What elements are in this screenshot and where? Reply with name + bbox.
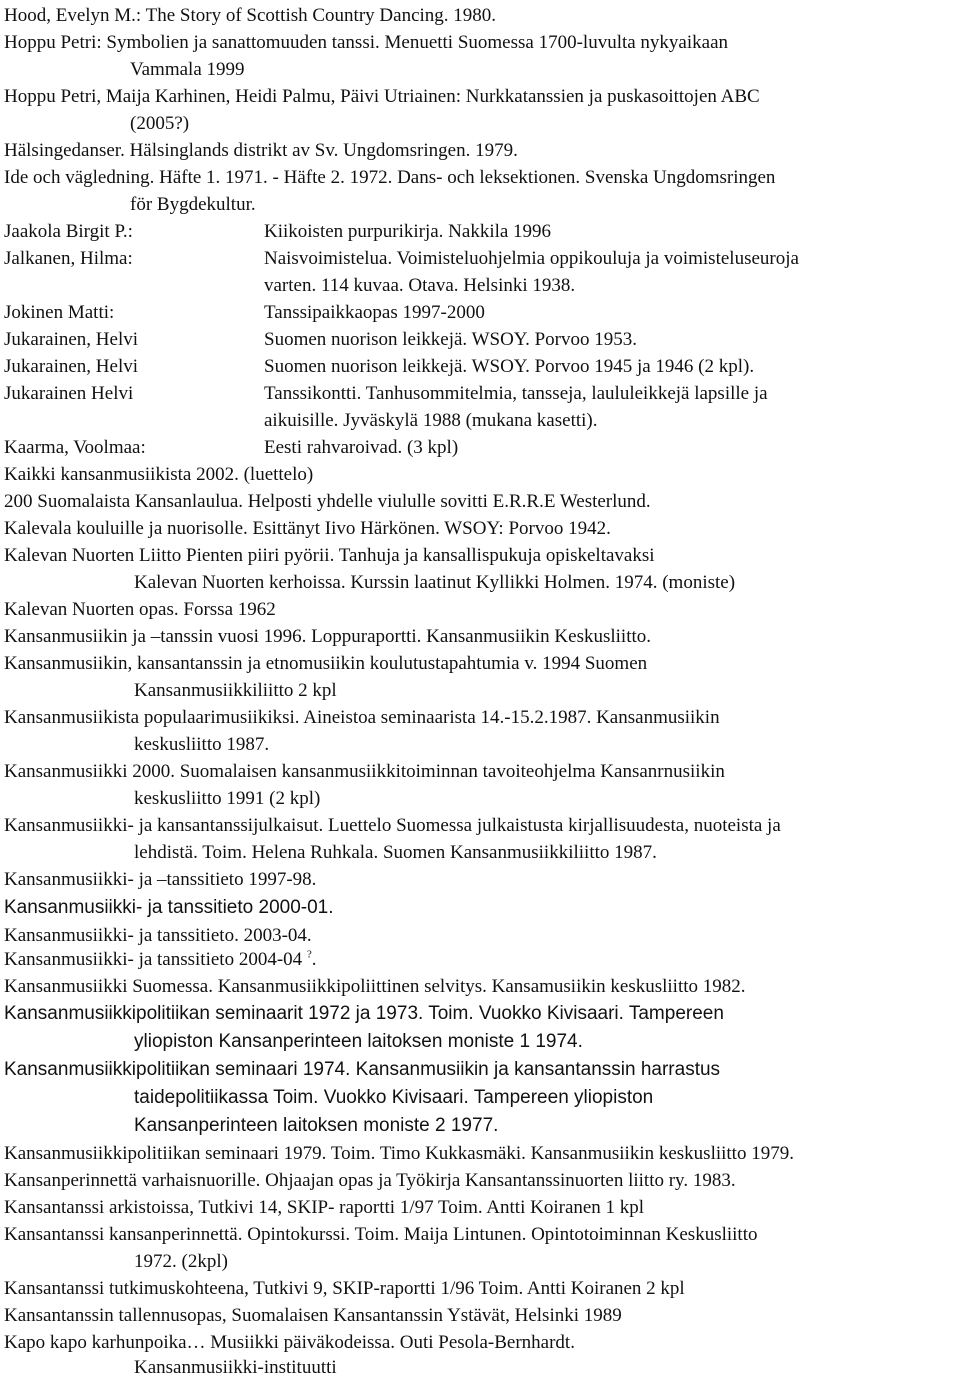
bib-title: Tanssikontti. Tanhusommitelmia, tansseja, laululeikkejä lapsille ja — [264, 383, 768, 404]
bib-author: Jukarainen, Helvi — [4, 356, 139, 377]
bib-title: Kiikoisten purpurikirja. Nakkila 1996 — [264, 221, 552, 242]
bib-entry — [4, 946, 317, 973]
bib-entry-continuation: Kansanperinteen laitoksen moniste 2 1977. — [134, 1115, 499, 1136]
bib-entry: Kansanmusiikkipolitiikan seminaarit 1972 ja 1973. Toim. Vuokko Kivisaari. Tampereen — [4, 1003, 724, 1024]
bib-entry: Kansanmusiikkipolitiikan seminaari 1979. Toim. Timo Kukkasmäki. Kansanmusiikin keskusliitto 1979. — [4, 1143, 794, 1164]
bib-entry-continuation: lehdistä. Toim. Helena Ruhkala. Suomen Kansanmusiikkiliitto 1987. — [134, 842, 657, 863]
bib-entry: Kansantanssi kansanperinnettä. Opintokurssi. Toim. Maija Lintunen. Opintotoiminnan Keskusliitto — [4, 1224, 758, 1245]
bib-entry: Kansanmusiikin, kansantanssin ja etnomusiikin koulutustapahtumia v. 1994 Suomen — [4, 653, 648, 674]
bib-author: Kaarma, Voolmaa: — [4, 437, 146, 458]
bib-entry-continuation: (2005?) — [130, 113, 190, 134]
bib-entry: Kalevala kouluille ja nuorisolle. Esittänyt Iivo Härkönen. WSOY: Porvoo 1942. — [4, 518, 611, 539]
bib-entry: Hälsingedanser. Hälsinglands distrikt av Sv. Ungdomsringen. 1979. — [4, 140, 518, 161]
bib-entry-continuation: keskusliitto 1987. — [134, 734, 270, 755]
bib-entry: Kansanmusiikki- ja tanssitieto 2000-01. — [4, 897, 334, 918]
bib-entry: Kansanmusiikki- ja kansantanssijulkaisut. Luettelo Suomessa julkaistusta kirjallisuudesta, nuoteista ja — [4, 815, 781, 836]
bib-entry: Kansanmusiikista populaarimusiikiksi. Aineistoa seminaarista 14.-15.2.1987. Kansanmusiikin — [4, 707, 720, 728]
bib-entry: Kansanmusiikkipolitiikan seminaari 1974. Kansanmusiikin ja kansantanssin harrastus — [4, 1059, 721, 1080]
bib-author: Jalkanen, Hilma: — [4, 248, 133, 269]
bib-author: Jokinen Matti: — [4, 302, 115, 323]
bib-entry-continuation: 1972. (2kpl) — [134, 1251, 228, 1272]
bib-entry: Kansantanssin tallennusopas, Suomalaisen Kansantanssin Ystävät, Helsinki 1989 — [4, 1305, 622, 1326]
bib-title: Naisvoimistelua. Voimisteluohjelmia oppikouluja ja voimisteluseuroja — [264, 248, 799, 269]
bib-entry: Kansantanssi arkistoissa, Tutkivi 14, SKIP- raportti 1/97 Toim. Antti Koiranen 1 kpl — [4, 1197, 645, 1218]
bib-entry: Kalevan Nuorten Liitto Pienten piiri pyörii. Tanhuja ja kansallispukuja opiskeltavaksi — [4, 545, 655, 566]
bib-entry: Kalevan Nuorten opas. Forssa 1962 — [4, 599, 276, 620]
bib-entry: Kansanmusiikki Suomessa. Kansanmusiikkipoliittinen selvitys. Kansamusiikin keskusliitto 1982. — [4, 976, 746, 997]
bib-entry: Hoppu Petri: Symbolien ja sanattomuuden tanssi. Menuetti Suomessa 1700-luvulta nykyaikaan — [4, 32, 729, 53]
bib-entry: Hoppu Petri, Maija Karhinen, Heidi Palmu, Päivi Utriainen: Nurkkatanssien ja puskasoittojen ABC — [4, 86, 760, 107]
bib-entry-continuation: varten. 114 kuvaa. Otava. Helsinki 1938. — [264, 275, 576, 296]
bib-entry-continuation: aikuisille. Jyväskylä 1988 (mukana kasetti). — [264, 410, 598, 431]
bib-entry-continuation: keskusliitto 1991 (2 kpl) — [134, 788, 321, 809]
bib-entry-continuation: Vammala 1999 — [130, 59, 245, 80]
bib-title: Tanssipaikkaopas 1997-2000 — [264, 302, 485, 323]
bib-entry: 200 Suomalaista Kansanlaulua. Helposti yhdelle viululle sovitti E.R.R.E Westerlund. — [4, 491, 651, 512]
bib-entry: Kansanmusiikki- ja tanssitieto. 2003-04. — [4, 925, 312, 946]
bib-title: Suomen nuorison leikkejä. WSOY. Porvoo 1945 ja 1946 (2 kpl). — [264, 356, 755, 377]
bib-entry: Kansanmusiikin ja –tanssin vuosi 1996. Loppuraportti. Kansanmusiikin Keskusliitto. — [4, 626, 652, 647]
bib-title: Suomen nuorison leikkejä. WSOY. Porvoo 1953. — [264, 329, 637, 350]
bib-entry: Kansanperinnettä varhaisnuorille. Ohjaajan opas ja Työkirja Kansantanssinuorten liitto ry. 1983. — [4, 1170, 736, 1191]
bib-entry-continuation: Kansanmusiikkiliitto 2 kpl — [134, 680, 337, 701]
bib-entry-continuation: Kalevan Nuorten kerhoissa. Kurssin laatinut Kyllikki Holmen. 1974. (moniste) — [134, 572, 736, 593]
bib-entry-period: . — [311, 949, 317, 970]
bib-entry-text: Kansanmusiikki- ja tanssitieto 2004-04 — [4, 949, 307, 970]
bib-entry-continuation: taidepolitiikassa Toim. Vuokko Kivisaari. Tampereen yliopiston — [134, 1087, 654, 1108]
bib-entry: Kansanmusiikki- ja –tanssitieto 1997-98. — [4, 869, 317, 890]
bib-entry: Kansantanssi tutkimuskohteena, Tutkivi 9, SKIP-raportti 1/96 Toim. Antti Koiranen 2 kpl — [4, 1278, 685, 1299]
bib-entry: Kansanmusiikki 2000. Suomalaisen kansanmusiikkitoiminnan tavoiteohjelma Kansanrnusiikin — [4, 761, 725, 782]
bib-title: Eesti rahvaroivad. (3 kpl) — [264, 437, 459, 458]
bib-entry-continuation: yliopiston Kansanperinteen laitoksen moniste 1 1974. — [134, 1031, 583, 1052]
bib-entry: Kapo kapo karhunpoika… Musiikki päiväkodeissa. Outi Pesola-Bernhardt. — [4, 1332, 575, 1353]
bib-entry-continuation: Kansanmusiikki-instituutti — [134, 1357, 337, 1378]
bib-entry: Ide och vägledning. Häfte 1. 1971. - Häfte 2. 1972. Dans- och leksektionen. Svenska Ungdomsringen — [4, 167, 776, 188]
bib-author: Jaakola Birgit P.: — [4, 221, 133, 242]
bib-author: Jukarainen, Helvi — [4, 329, 139, 350]
bib-entry-continuation: för Bygdekultur. — [130, 194, 256, 215]
bib-author: Jukarainen Helvi — [4, 383, 134, 404]
bib-entry: Kaikki kansanmusiikista 2002. (luettelo) — [4, 464, 314, 485]
bib-entry: Hood, Evelyn M.: The Story of Scottish Country Dancing. 1980. — [4, 5, 497, 26]
footnote-mark: ? — [306, 948, 312, 961]
